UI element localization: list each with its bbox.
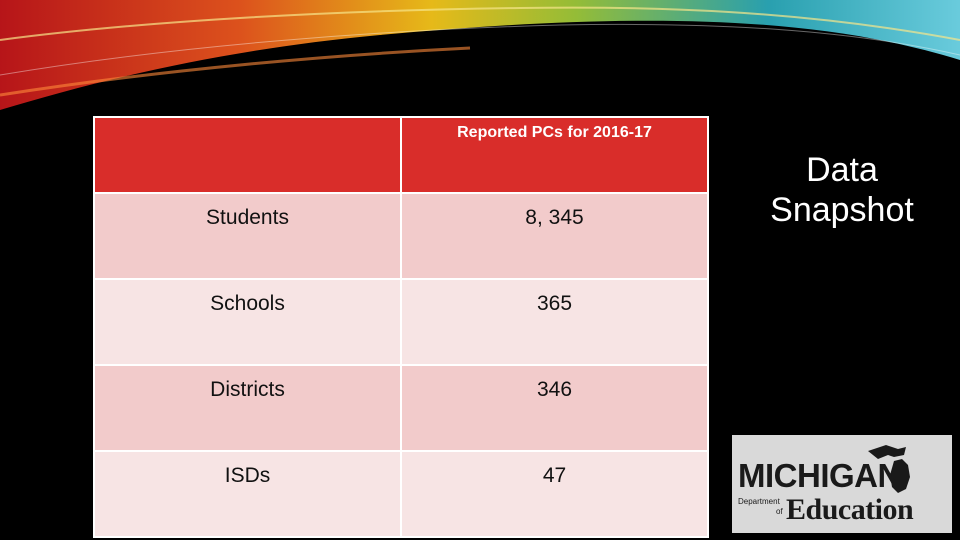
row-label-districts: Districts [94, 365, 401, 451]
logo-department-text [738, 497, 783, 517]
slide-side-title [742, 150, 942, 230]
table-row [94, 365, 708, 451]
row-value-students: 8, 345 [401, 193, 708, 279]
header-cell-reported-pcs: Reported PCs for 2016-17 [401, 117, 708, 193]
table-row [94, 451, 708, 537]
row-label-isds: ISDs [94, 451, 401, 537]
row-value-districts: 346 [401, 365, 708, 451]
decorative-swoosh-banner [0, 0, 960, 120]
table-header-row [94, 117, 708, 193]
side-title-line-2: Snapshot [770, 191, 914, 229]
row-label-schools: Schools [94, 279, 401, 365]
row-value-schools: 365 [401, 279, 708, 365]
pcs-data-table [93, 116, 709, 538]
logo-department-line-2: of [776, 507, 783, 516]
logo-department-line-1: Department [738, 497, 780, 506]
logo-word-michigan: MICHIGAN [738, 457, 901, 494]
row-value-isds: 47 [401, 451, 708, 537]
row-label-students: Students [94, 193, 401, 279]
side-title-line-1: Data [806, 151, 878, 189]
table-row [94, 279, 708, 365]
michigan-department-of-education-logo [732, 435, 952, 533]
header-cell-empty [94, 117, 401, 193]
table-row [94, 193, 708, 279]
logo-word-education: Education [786, 493, 914, 526]
